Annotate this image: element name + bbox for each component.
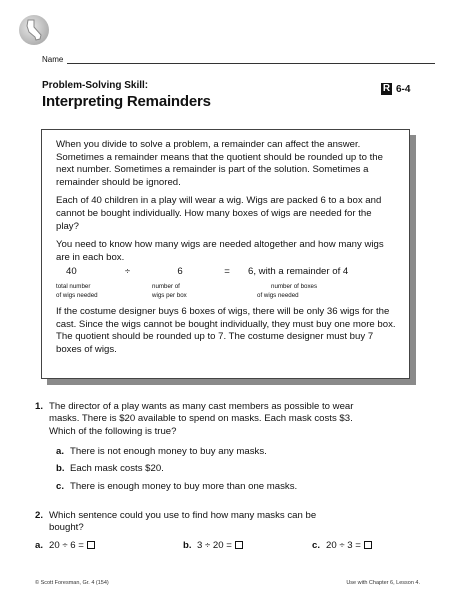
q1-option-c[interactable] [56,481,297,492]
name-row [42,55,435,64]
q1-option-a-text: There is not enough money to buy any masks. [70,446,267,457]
q2-option-b[interactable] [183,540,243,551]
question-1 [35,401,369,438]
q1-option-b[interactable] [56,463,164,474]
q2-option-b-letter: b. [183,540,192,551]
label-b2: wigs per box [152,291,187,299]
label-a2: of wigs needed [56,291,98,299]
reteach-badge: R [382,83,391,94]
quotient-result: 6, with a remainder of 4 [248,266,349,278]
name-field[interactable] [67,55,435,64]
q2-option-c-text: 20 ÷ 3 = [326,540,361,551]
question-1-text: The director of a play wants as many cast members as possible to wear masks. There is $20 available to spend on masks. Each mask costs $3. Which of the following is true? [49,401,354,437]
answer-box [364,541,372,549]
question-2-number: 2. [35,510,44,521]
divide-sign: ÷ [124,266,131,278]
dividend: 40 [66,266,77,278]
page-title: Interpreting Remainders [42,93,211,110]
label-c2: of wigs needed [257,291,299,299]
solution-paragraph: If the costume designer buys 6 boxes of wigs, there will be only 36 wigs for the cast. Since the wigs cannot be bought individually, they must buy one more box. The quotient should be rounded up to 7. The costume designer must buy 7 boxes of wigs. [56,305,396,355]
q2-option-a[interactable] [35,540,95,551]
state-logo [19,15,49,45]
q1-option-b-letter: b. [56,463,65,474]
hint-paragraph: You need to know how many wigs are needed altogether and how many wigs are in each box. [56,239,384,263]
q2-option-a-letter: a. [35,540,44,551]
example-box [41,129,410,379]
question-2 [35,510,339,535]
q2-option-a-text: 20 ÷ 6 = [49,540,84,551]
footer-copyright: © Scott Foresman, Gr. 4 (154) [35,580,109,586]
intro-paragraph: When you divide to solve a problem, a remainder can affect the answer. Sometimes a remainder means that the quotient should be rounded up to the next number. Sometimes a remainder is part of the solution. Sometimes a remainder should be ignored. [56,139,383,188]
q1-option-b-text: Each mask costs $20. [70,463,164,474]
q1-option-c-text: There is enough money to buy more than one masks. [70,481,298,492]
q1-option-a[interactable] [56,446,267,457]
q2-option-c-letter: c. [312,540,321,551]
answer-box [87,541,95,549]
label-a1: total number [56,282,91,290]
skill-heading: Problem-Solving Skill: [42,80,149,91]
label-b1: number of [152,282,180,290]
problem-paragraph: Each of 40 children in a play will wear a wig. Wigs are packed 6 to a box and cannot be bought individually. How many boxes of wigs are needed for the play? [56,195,382,232]
q1-option-c-letter: c. [56,481,65,492]
divisor: 6 [177,266,183,278]
answer-box [235,541,243,549]
lesson-code [381,83,410,95]
lesson-number: 6-4 [396,83,411,95]
question-2-text: Which sentence could you use to find how many masks can be bought? [49,510,317,534]
label-c1: number of boxes [271,282,318,290]
california-icon [25,19,43,41]
name-label: Name [42,55,64,64]
division-equation [56,266,397,279]
equals-sign: = [224,266,230,278]
question-1-number: 1. [35,401,44,412]
q2-option-c[interactable] [312,540,372,551]
footer-lesson: Use with Chapter 6, Lesson 4. [346,580,420,586]
equation-labels [56,282,397,300]
q1-option-a-letter: a. [56,446,65,457]
q2-option-b-text: 3 ÷ 20 = [197,540,232,551]
